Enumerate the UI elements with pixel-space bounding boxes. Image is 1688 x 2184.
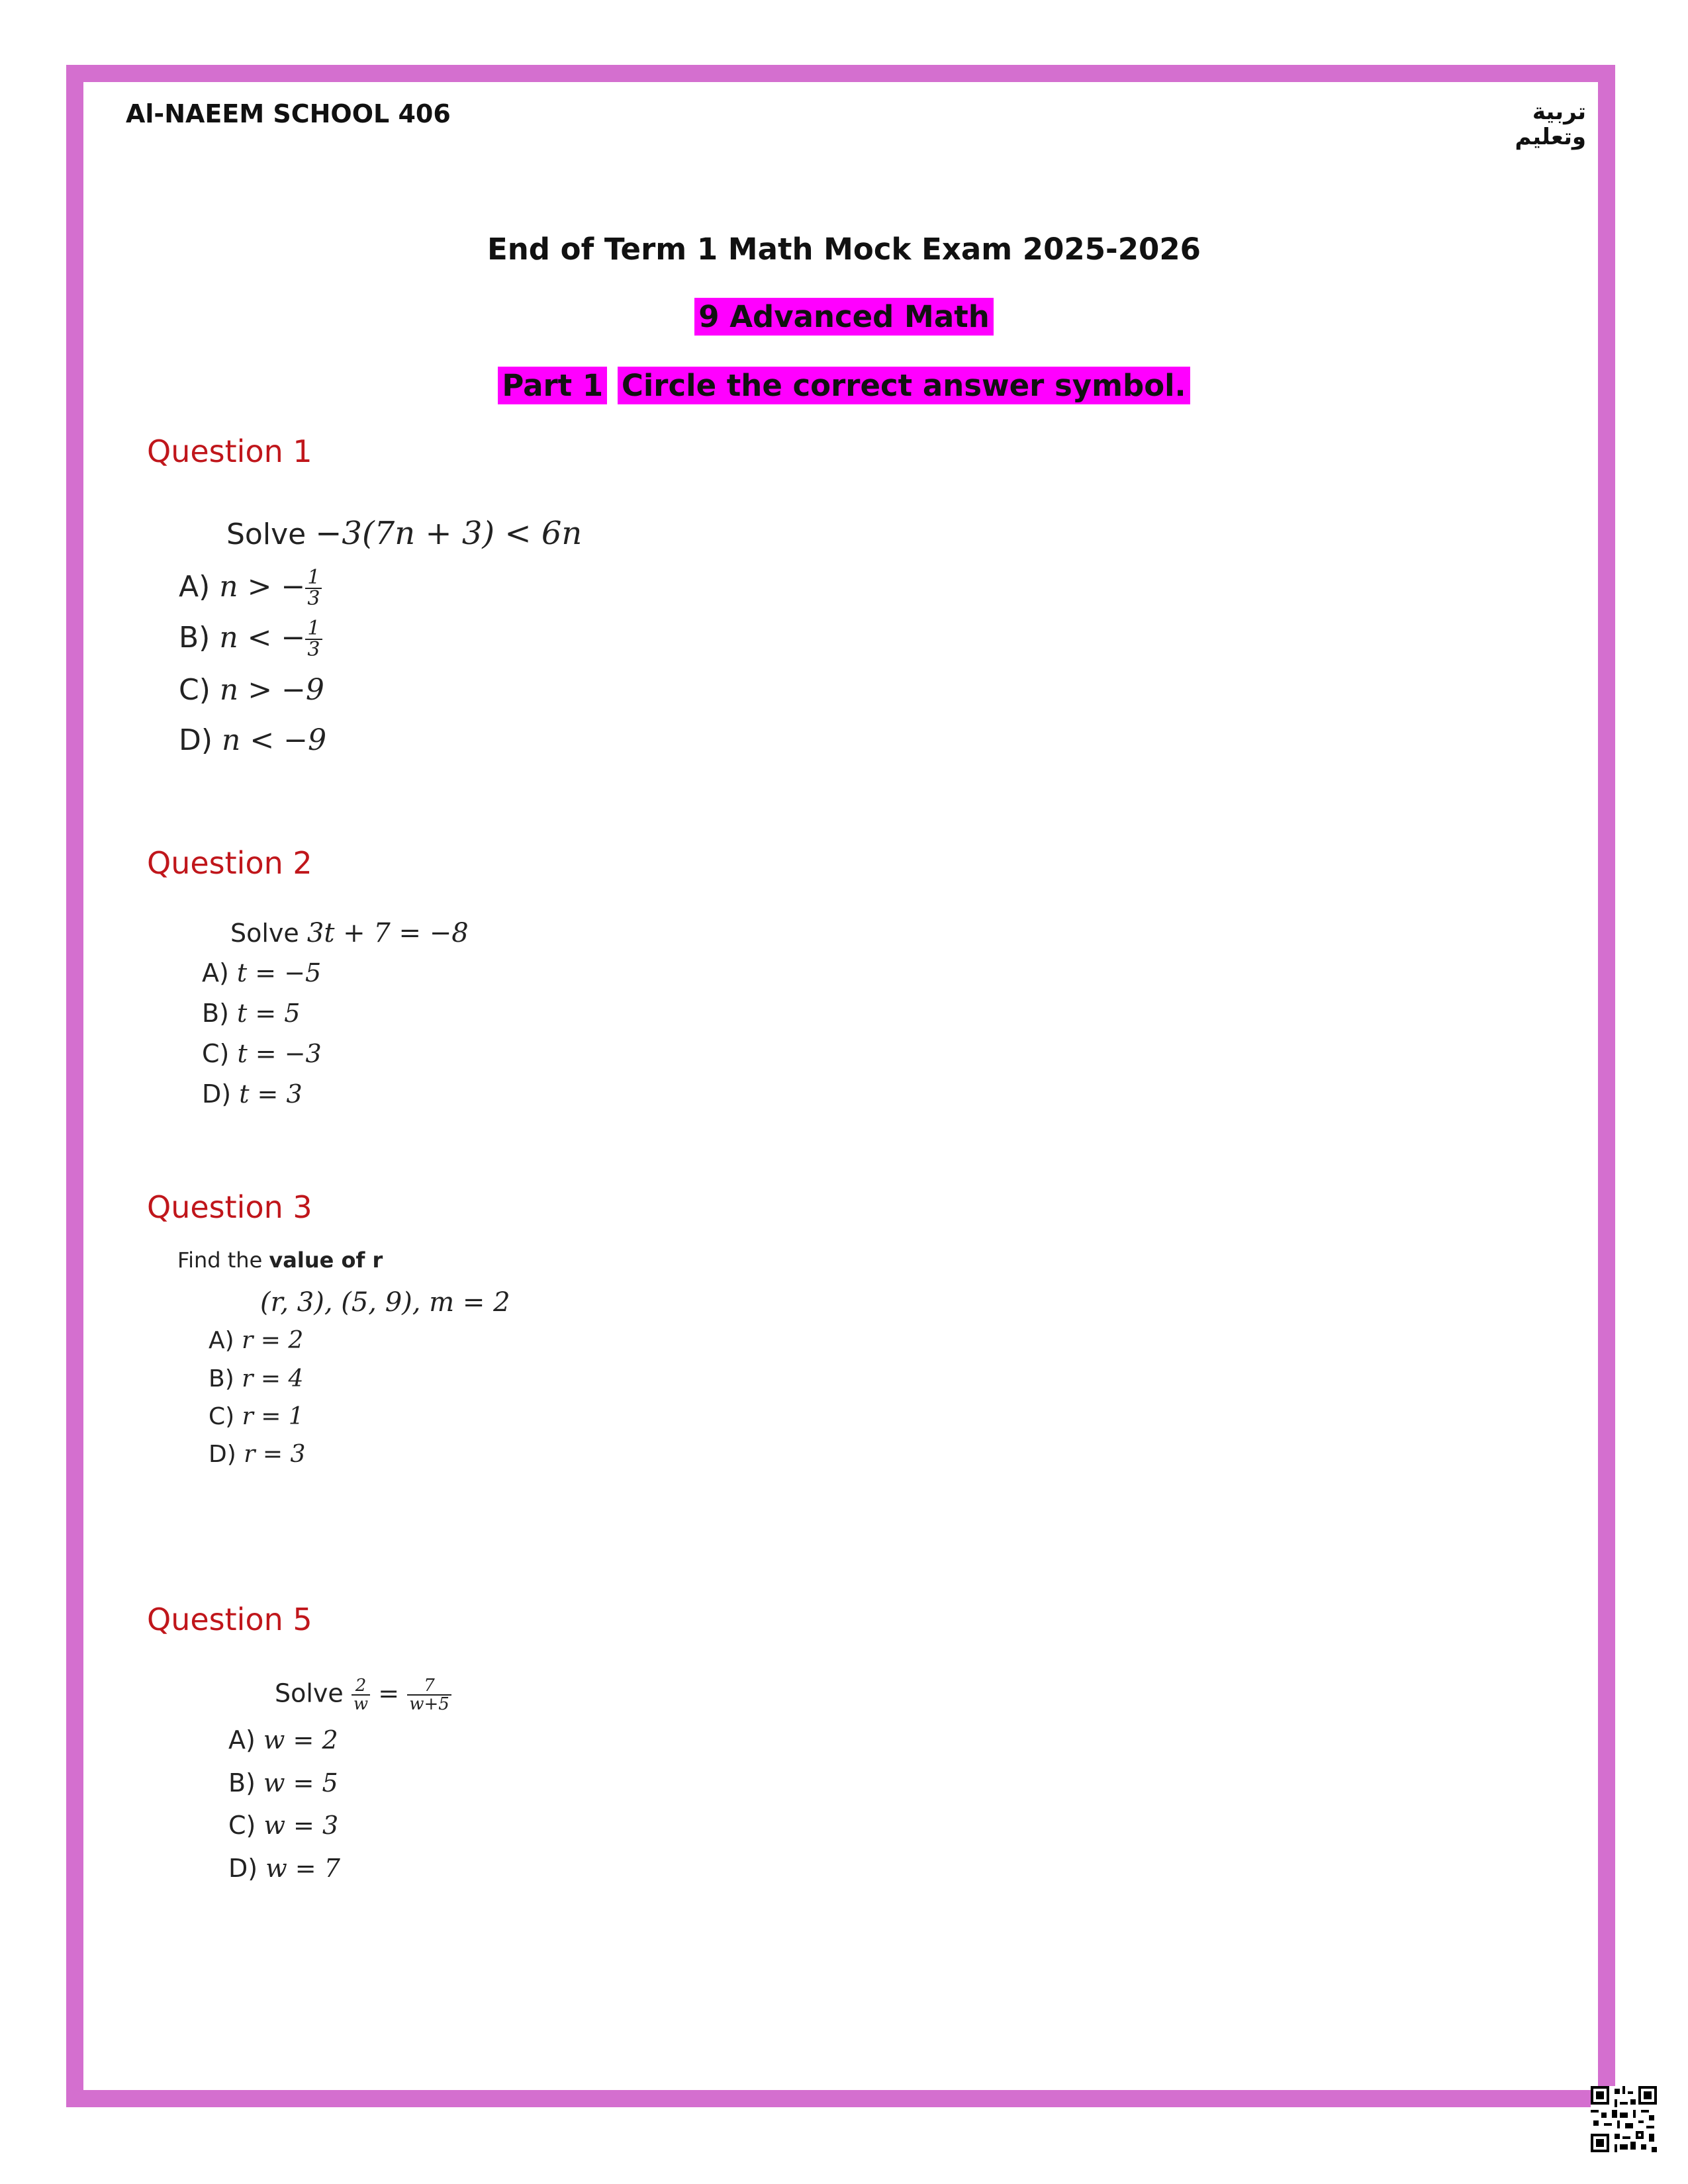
exam-title: End of Term 1 Math Mock Exam 2025-2026 (487, 232, 1201, 267)
option-math: r = 2 (242, 1327, 304, 1354)
ministry-logo: تربية وتعليم (1515, 99, 1586, 150)
question-2-option-c[interactable] (202, 1039, 322, 1068)
prompt-math: −3(7n + 3) < 6n (315, 515, 583, 552)
part-label: Part 1 (498, 367, 607, 404)
option-letter: B) (202, 999, 229, 1028)
question-2-option-d[interactable] (202, 1079, 303, 1109)
question-5-option-b[interactable] (228, 1768, 338, 1797)
option-math: r = 3 (244, 1441, 306, 1468)
option-math: t = −3 (237, 1039, 322, 1068)
option-math: t = 3 (239, 1079, 303, 1109)
question-1-option-d[interactable] (179, 723, 326, 757)
question-5-heading: Question 5 (147, 1602, 312, 1637)
prompt-plain: Find the (177, 1248, 263, 1273)
option-letter: C) (209, 1403, 235, 1430)
prompt-word: Solve (226, 518, 306, 551)
prompt-bold: value of r (269, 1248, 383, 1273)
qr-code-icon (1591, 2086, 1657, 2152)
question-2-heading: Question 2 (147, 845, 312, 881)
question-3-option-b[interactable] (209, 1365, 303, 1392)
option-letter: C) (179, 673, 211, 707)
option-letter: C) (228, 1811, 256, 1840)
option-math: n < − (219, 621, 306, 655)
option-math: n > − (219, 570, 306, 604)
question-5-prompt (275, 1677, 451, 1713)
question-3-given (260, 1287, 510, 1318)
option-letter: D) (202, 1079, 232, 1109)
option-letter: B) (179, 621, 211, 655)
part-line (0, 368, 1688, 403)
option-letter: A) (179, 570, 211, 604)
given-math: (r, 3), (5, 9), m = 2 (260, 1287, 510, 1318)
question-3-prompt (177, 1248, 383, 1273)
option-letter: B) (228, 1768, 256, 1797)
question-2-prompt (230, 918, 469, 948)
prompt-word: Solve (230, 919, 299, 948)
option-letter: D) (228, 1854, 258, 1883)
option-math: n > −9 (219, 673, 324, 707)
subject-line (0, 299, 1688, 334)
question-2-option-b[interactable] (202, 999, 300, 1028)
option-fraction: $\frac{1}{3}$ (305, 568, 322, 609)
option-letter: B) (209, 1365, 234, 1392)
option-math: r = 4 (242, 1365, 304, 1392)
prompt-fraction-left: $\frac{2}{w}$ (352, 1677, 370, 1713)
prompt-math: 3t + 7 = −8 (306, 918, 469, 948)
question-5-option-c[interactable] (228, 1811, 338, 1840)
option-letter: D) (209, 1441, 236, 1468)
prompt-equals: = (378, 1678, 400, 1708)
option-math: w = 2 (263, 1725, 338, 1754)
option-math: r = 1 (242, 1403, 304, 1430)
question-1-option-a[interactable] (179, 568, 322, 609)
question-2-option-a[interactable] (202, 958, 321, 987)
option-letter: D) (179, 723, 213, 757)
question-5-option-d[interactable] (228, 1854, 340, 1883)
prompt-fraction-right: $\frac{7}{w+5}$ (407, 1677, 451, 1713)
option-math: w = 7 (265, 1854, 340, 1883)
option-math: w = 3 (263, 1811, 339, 1840)
option-fraction: $\frac{1}{3}$ (305, 619, 322, 660)
subject-label: 9 Advanced Math (694, 298, 994, 336)
question-1-prompt (226, 515, 582, 552)
option-letter: C) (202, 1039, 230, 1068)
option-letter: A) (228, 1725, 256, 1754)
question-1-option-b[interactable] (179, 619, 322, 660)
question-3-option-a[interactable] (209, 1327, 303, 1354)
prompt-word: Solve (275, 1678, 344, 1708)
option-letter: A) (202, 958, 229, 987)
school-name: Al-NAEEM SCHOOL 406 (126, 99, 451, 128)
question-3-option-c[interactable] (209, 1403, 304, 1430)
question-1-option-c[interactable] (179, 673, 324, 707)
question-3-option-d[interactable] (209, 1441, 305, 1468)
option-math: w = 5 (263, 1768, 338, 1797)
question-5-option-a[interactable] (228, 1725, 338, 1754)
option-math: t = −5 (236, 958, 322, 987)
question-3-heading: Question 3 (147, 1189, 312, 1225)
instruction-text: Circle the correct answer symbol. (618, 367, 1190, 404)
option-letter: A) (209, 1327, 234, 1354)
option-math: t = 5 (237, 999, 301, 1028)
option-math: n < −9 (222, 723, 327, 757)
question-1-heading: Question 1 (147, 433, 312, 469)
